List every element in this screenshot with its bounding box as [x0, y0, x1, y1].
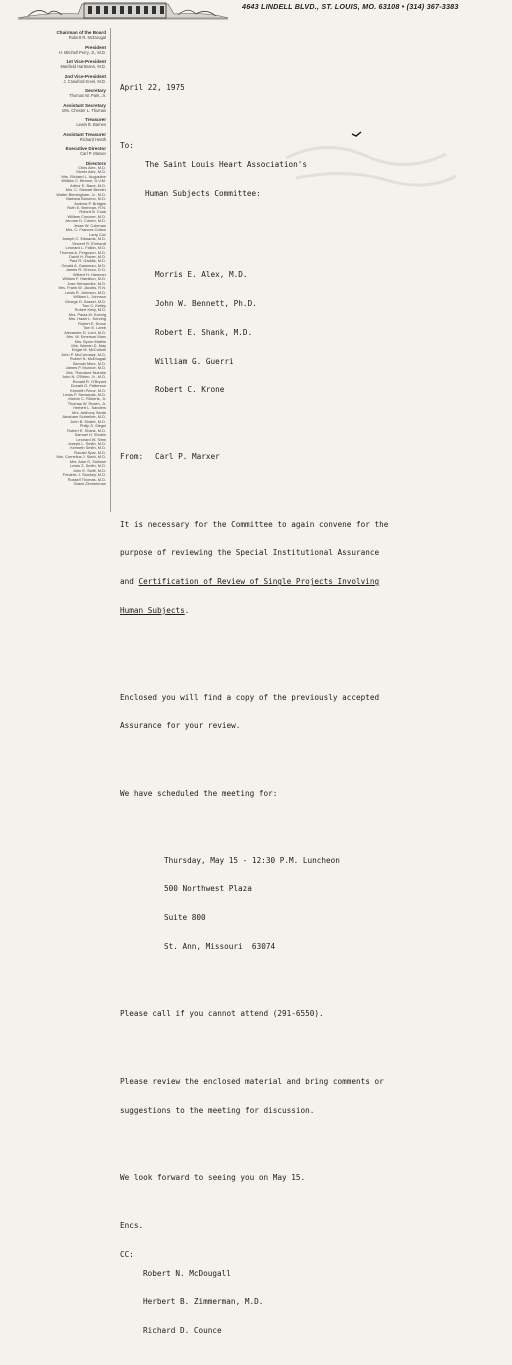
director-name: Ronald R. O'Bryant: [72, 378, 106, 384]
director-name: Mrs. C. Stewart Bender: [65, 187, 106, 193]
director-name: Samuel Merz, M.D.: [72, 360, 106, 366]
committee-list: [155, 251, 508, 414]
letter-date: April 22, 1975: [120, 83, 185, 93]
director-name: Mrs. W. Emerson Marx: [66, 334, 106, 340]
director-name: Lewis P. Sensepak, M.D.: [63, 392, 106, 398]
director-name: Kenneth Smith, M.D.: [70, 445, 106, 451]
director-name: Jesse W. Coleman: [73, 222, 106, 228]
director-name: Tom E. Lamb: [83, 325, 106, 331]
director-name: George D. Kassel, M.D.: [64, 298, 106, 304]
cc-name: Herbert B. Zimmerman, M.D.: [143, 1297, 264, 1307]
from-block: [120, 452, 508, 462]
director-name: Mrs. Anthony Sante: [72, 409, 106, 415]
director-name: Robert E. Krone: [78, 320, 106, 326]
meeting-line: Thursday, May 15 - 12:30 P.M. Luncheon: [164, 855, 340, 865]
cc-name: Richard D. Counce: [143, 1326, 222, 1336]
director-name: Mrs. Theodore Nuenke: [66, 369, 106, 375]
director-name: William L. Johnson: [73, 294, 106, 300]
director-name: Paul R. Gaddis, M.D.: [69, 258, 106, 264]
sidebar-divider: [110, 28, 111, 512]
director-name: Ronald Spar, M.D.: [74, 449, 106, 455]
officer-first-vp: 1st Vice-President Manfield Hartmann, M.D.: [60, 59, 106, 70]
director-name: Tom C. Kelley: [82, 302, 106, 308]
director-name: Edgar M. McCollum: [71, 347, 106, 353]
officer-assistant-treasurer: Assistant Treasurer Richard Heath: [63, 131, 106, 142]
meeting-details: [164, 836, 508, 970]
officer-executive-director: Executive Director Carl P. Marxer: [65, 146, 106, 157]
directors-list: [0, 161, 106, 487]
officer-secretary: Secretary Thomas W. Park, Jr.: [69, 88, 106, 99]
officer-president: President H. Mitchell Perry, Jr., M.D.: [58, 44, 106, 55]
enclosures-label: Encs.: [120, 1220, 144, 1230]
director-name: Morris Alex, M.D.: [76, 169, 106, 175]
director-name: Frederic J. Stuckey, M.D.: [62, 472, 106, 478]
director-name: John P. McCormack, M.D.: [61, 351, 106, 357]
director-name: Gerald A. Gausman, M.D.: [61, 262, 106, 268]
director-name: Alexander D. Lord, M.D.: [64, 329, 106, 335]
to-block: [120, 141, 508, 218]
director-name: William F. Hamilton, M.D.: [62, 276, 106, 282]
paragraph-review: Please review the enclosed material and bring comments or suggestions to the meeting for discussion.: [120, 1077, 384, 1115]
committee-member: William G. Guerri: [155, 356, 234, 366]
meeting-line: Suite 800: [164, 913, 206, 923]
director-name: Larry Cox: [89, 231, 106, 237]
director-name: Andrew P. Bridges: [74, 200, 106, 206]
director-name: John E. Swift, M.D.: [72, 467, 106, 473]
from-name: Carl P. Marxer: [155, 451, 220, 461]
director-name: Lewis Z. Smith, M.D.: [70, 463, 106, 469]
committee-member: Morris E. Alex, M.D.: [155, 270, 248, 280]
director-name: Robert E. Shank, M.D.: [67, 427, 106, 433]
director-name: Kenneth Pecor, M.D.: [70, 387, 106, 393]
paragraph-enclosed: Enclosed you will find a copy of the previously accepted Assurance for your review.: [120, 692, 380, 731]
director-name: Thomas W. Rosen, Jr.: [67, 400, 106, 406]
director-name: Thomas A. Ferguson, M.D.: [59, 249, 106, 255]
director-name: Donald O. Patterson: [70, 383, 106, 389]
director-name: Mrs. Byron Mathis: [74, 338, 106, 344]
committee-member: John W. Bennett, Ph.D.: [155, 299, 257, 309]
to-line: Human Subjects Committee:: [145, 188, 261, 198]
cc-label: CC:: [120, 1249, 134, 1259]
officer-treasurer: Treasurer Lewis B. Barnes: [76, 117, 106, 128]
to-label: To:: [120, 140, 134, 150]
director-name: Herbert L. Sanders: [73, 405, 106, 411]
director-name: Mrs. Paula M. Koenig: [68, 311, 106, 317]
director-name: James P. Munroe, M.D.: [65, 365, 106, 371]
officer-chairman: Chairman of the Board Robert R. McDougal: [56, 30, 106, 41]
cc-block: [120, 1250, 508, 1356]
director-name: Russell Thomas, M.D.: [67, 476, 106, 482]
to-line: The Saint Louis Heart Association's: [145, 159, 307, 169]
letter-body: [120, 64, 508, 1365]
director-name: Robert N. McDougall: [69, 356, 106, 362]
officer-assistant-secretary: Assistant Secretary Mrs. Chester L. Thomas: [62, 102, 106, 113]
director-name: Leonard L. Falkin, M.D.: [65, 245, 106, 251]
officer-second-vp: 2nd Vice-President J. Crawford Kreel, M.D.: [63, 73, 106, 84]
director-name: John N. O'Brien, Jr., M.D.: [62, 374, 106, 380]
from-label: From:: [120, 451, 144, 461]
directors-title: Directors: [85, 160, 106, 166]
certification-title-continued: Human Subjects: [120, 605, 185, 615]
director-name: Lewis R. Johnson, M.D.: [64, 289, 106, 295]
director-name: Philip S. Siegel: [79, 423, 106, 429]
director-name: Vincent R. Ehrhardt: [72, 240, 106, 246]
director-name: William C. Benner, D.V.M.: [61, 178, 106, 184]
letterhead-address: 4643 LINDELL BLVD., ST. LOUIS, MO. 63108 • (314) 367-3383: [242, 2, 459, 11]
board-roster: [0, 30, 106, 512]
director-name: Robert Kelly, M.D.: [74, 307, 106, 313]
director-name: Mrs. Hazel L. Kohring: [68, 316, 106, 322]
director-name: Mrs. Frank W. Jacobs, R.N.: [58, 285, 106, 291]
director-name: Wilbert H. Hammer: [72, 271, 106, 277]
committee-member: Robert C. Krone: [155, 385, 225, 395]
certification-title: Certification of Review of Single Projects Involving: [138, 577, 380, 587]
director-name: William Conover, M.D.: [67, 213, 106, 219]
director-name: David H. Fisher, M.D.: [69, 253, 106, 259]
paragraph-call: Please call if you cannot attend (291-6550).: [120, 1009, 324, 1019]
director-name: James R. Grecco, D.O.: [65, 267, 106, 273]
director-name: Abraham Schreiber, M.D.: [62, 414, 106, 420]
director-name: Jerome D. Cohen, M.D.: [65, 218, 106, 224]
director-name: Walter Birmingham, Jr., M.D.: [56, 191, 106, 197]
director-name: Barbara Bonomo, M.D.: [66, 196, 106, 202]
paragraph-purpose: It is necessary for the Committee to again convene for the purpose of reviewing the Special Institutional Assurance and Certification of Review of Single Projects Involving Human Subjects.: [120, 519, 389, 615]
director-name: Mrs. Alan G. Sullivan: [69, 458, 106, 464]
director-name: Joseph C. Edwards, M.D.: [61, 236, 106, 242]
director-name: Grace Zimmerman: [73, 481, 106, 487]
director-name: Jose Hernandez, M.D.: [67, 280, 106, 286]
director-name: Mrs. C. Frances Cotton: [65, 227, 106, 233]
director-name: John B. Shafer, M.D.: [70, 418, 106, 424]
director-name: Leonard W. Sims: [76, 436, 106, 442]
meeting-line: 500 Northwest Plaza: [164, 884, 252, 894]
director-name: Arthur E. Baue, M.D.: [70, 182, 106, 188]
paragraph-closing: We look forward to seeing you on May 15.: [120, 1173, 306, 1183]
committee-member: Robert E. Shank, M.D.: [155, 327, 253, 337]
director-name: Mrs. Richard L. Augustine: [61, 173, 106, 179]
director-name: Mrs. Cornelius J. Stahl, M.D.: [56, 454, 106, 460]
cc-name: Robert N. McDougall: [143, 1268, 231, 1278]
building-illustration-icon: [18, 0, 228, 20]
meeting-line: St. Ann, Missouri 63074: [164, 941, 276, 951]
directors-names: [0, 166, 106, 487]
director-name: Ruth E. Brennan, R.N.: [67, 204, 106, 210]
director-name: Mrs. Warren D. May: [71, 343, 106, 349]
director-name: Chris Alex, M.D.: [78, 164, 106, 170]
director-name: Joseph L. Smith, M.D.: [67, 441, 106, 446]
director-name: Samuel H. Shubin: [74, 432, 106, 438]
director-name: Robert B. Cook: [79, 209, 106, 215]
paragraph-schedule: We have scheduled the meeting for:: [120, 788, 278, 798]
director-name: Marvin C. Roberts, Jr.: [68, 396, 106, 402]
